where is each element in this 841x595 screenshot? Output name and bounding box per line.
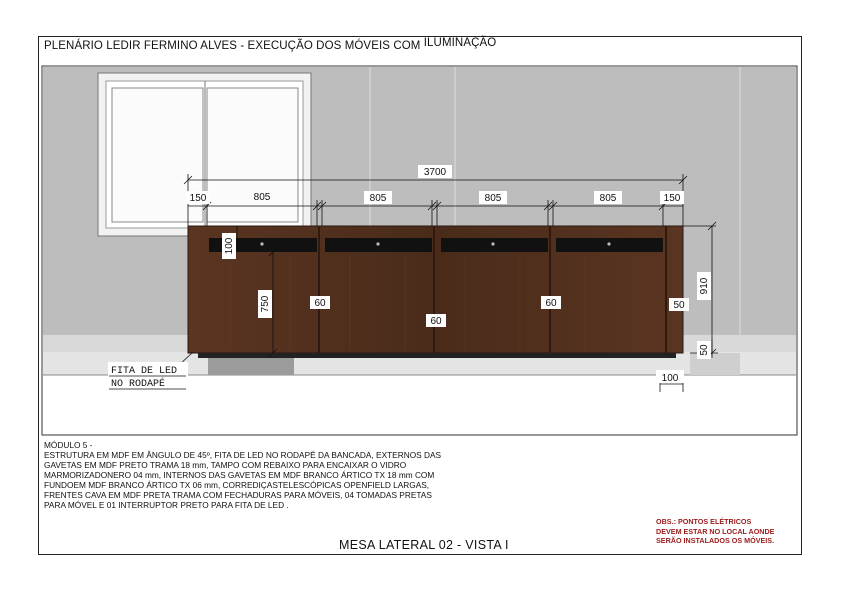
dim-base: 50: [699, 344, 710, 356]
obs-line: OBS.: PONTOS ELÉTRICOS: [656, 517, 752, 526]
dim-total-height: 910: [699, 277, 710, 295]
dim-drawer-2: 805: [369, 193, 387, 204]
dim-side-right: 150: [663, 193, 681, 204]
dim-overall: 3700: [423, 167, 447, 178]
dim-drawer-3: 805: [484, 193, 502, 204]
window: [98, 73, 311, 236]
notes-line: FRENTES CAVA EM MDF PRETA TRAMA COM FECHADURAS PARA MÓVEIS, 04 TOMADAS PRETAS: [44, 490, 432, 500]
dim-gap-3: 60: [545, 298, 557, 309]
module-notes: [44, 440, 514, 510]
led-label-line1: FITA DE LED: [111, 366, 178, 377]
electrical-note: [656, 517, 774, 546]
led-label-line2: NO RODAPÉ: [111, 379, 166, 390]
obs-line: DEVEM ESTAR NO LOCAL AONDE: [656, 526, 775, 536]
notes-line: PARA MÓVEL E 01 INTERRUPTOR PRETO PARA FITA DE LED .: [44, 500, 289, 510]
obs-line: SERÃO INSTALADOS OS MÓVEIS.: [656, 536, 775, 545]
title-tail: ILUMINAÇÃO: [423, 37, 497, 49]
notes-line: ESTRUTURA EM MDF EM ÂNGULO DE 45º, FITA DE LED NO RODAPÉ DA BANCADA, EXTERNOS DAS: [44, 450, 442, 460]
dim-drawer-height: 750: [260, 295, 271, 313]
dim-gap-2: 60: [430, 316, 442, 327]
dim-right-edge: 50: [673, 300, 685, 311]
view-label: MESA LATERAL 02 - VISTA I: [339, 538, 509, 552]
dim-front-band: 100: [224, 237, 235, 255]
dim-side-left: 150: [189, 193, 207, 204]
dim-drawer-1: 805: [253, 192, 271, 203]
notes-line: GAVETAS EM MDF PRETO TRAMA 18 mm, TAMPO COM REBAIXO PARA ENCAIXAR O VIDRO: [44, 460, 407, 470]
dim-base-depth: 100: [661, 373, 679, 384]
notes-line: FUNDOEM MDF BRANCO ÁRTICO TX 06 mm, CORREDIÇASTELESCÓPICAS OPENFIELD LARGAS,: [44, 480, 430, 490]
dim-drawer-4: 805: [599, 193, 617, 204]
dim-gap-1: 60: [314, 298, 326, 309]
title-main: PLENÁRIO LEDIR FERMINO ALVES - EXECUÇÃO DOS MÓVEIS COM: [44, 40, 421, 52]
notes-line: MÓDULO 5 -: [44, 440, 93, 450]
notes-line: MARMORIZADONERO 04 mm, INTERNOS DAS GAVETAS EM MDF BRANCO ÁRTICO TX 18 mm COM: [44, 470, 435, 480]
led-label: [108, 362, 188, 390]
